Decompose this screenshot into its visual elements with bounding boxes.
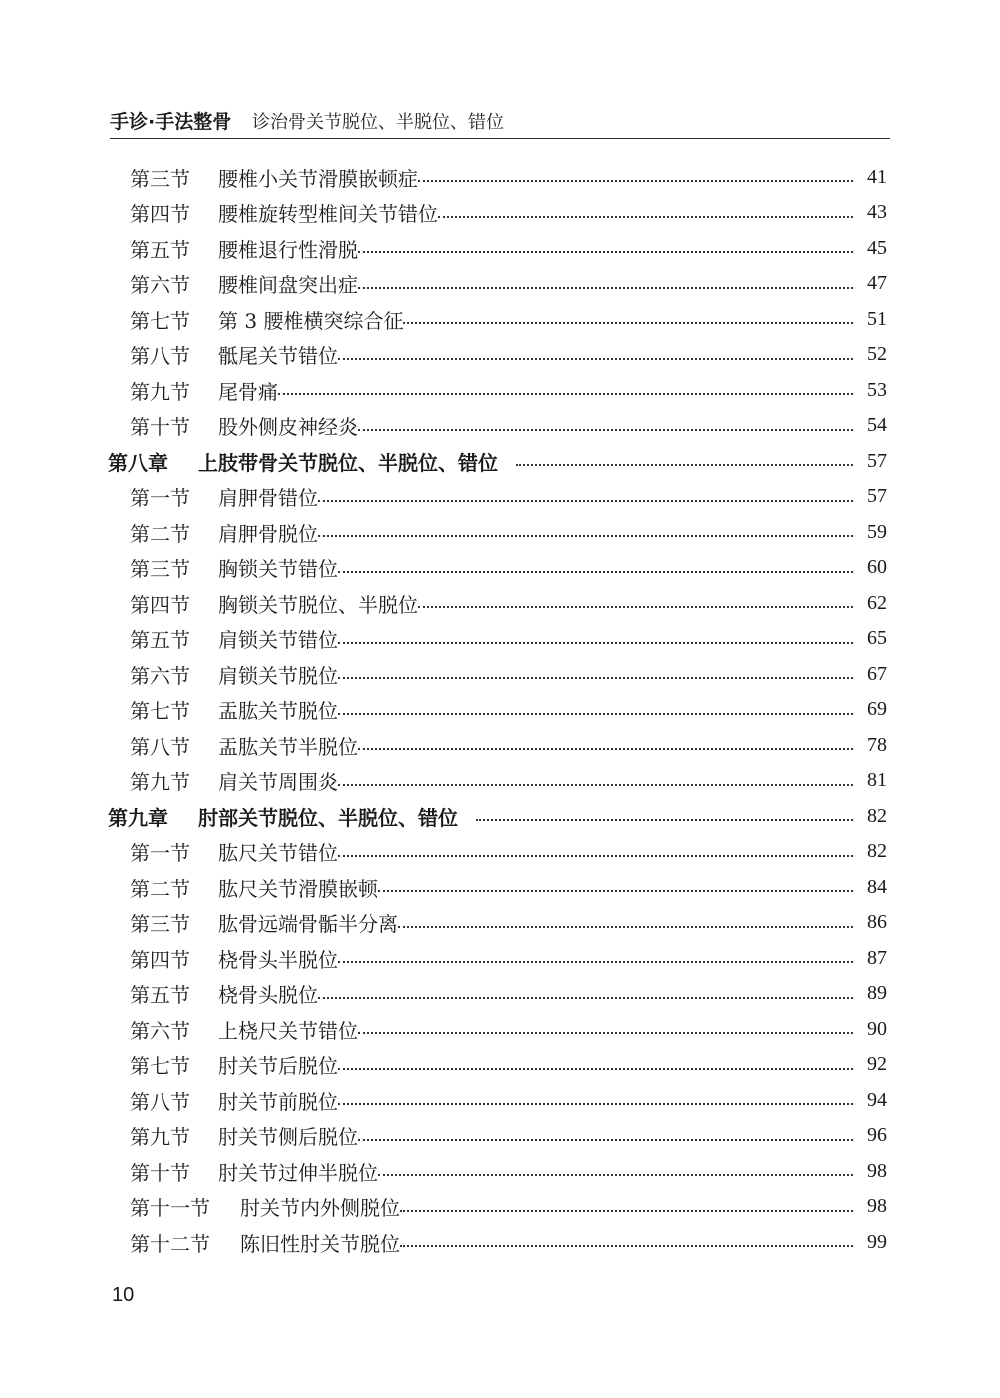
toc-section-row [130,1190,887,1224]
toc-entry-title: 胸锁关节脱位、半脱位 [218,592,418,617]
toc-entry-page: 41 [867,165,887,188]
toc-entry-page: 69 [867,698,887,720]
toc-section-row [130,657,887,691]
toc-entry-number: 第五节 [130,237,190,262]
dot-leader [338,677,853,679]
dot-leader [278,393,853,395]
toc-chapter-row [108,444,887,478]
toc-entry-title: 肘关节后脱位 [218,1054,338,1078]
toc-entry-page: 86 [867,911,887,933]
toc-entry-number: 第六节 [130,663,190,688]
toc-entry-page: 98 [867,1159,887,1182]
toc-entry-title: 肩胛骨脱位 [218,521,318,546]
toc-entry-page: 82 [867,804,887,827]
toc-section-row [130,231,887,265]
toc-entry-number: 第一节 [130,486,190,510]
toc-entry-page: 90 [867,1017,887,1040]
toc-section-row [130,1083,887,1117]
toc-entry-number: 第七节 [130,1054,190,1078]
toc-entry-number: 第六节 [130,273,190,297]
toc-section-row [130,480,887,514]
toc-section-row [130,693,887,727]
toc-section-row [130,941,887,975]
toc-entry-title: 尾骨痛 [218,379,278,404]
toc-section-row [130,196,887,230]
toc-section-row [130,409,887,443]
toc-entry-page: 98 [867,1195,887,1217]
toc-entry-number: 第三节 [130,912,190,936]
toc-entry-title: 盂肱关节半脱位 [218,734,358,759]
dot-leader [338,1103,853,1105]
toc-section-row [130,515,887,549]
toc-entry-title: 桡骨头脱位 [218,983,318,1007]
toc-section-row [130,302,887,336]
toc-entry-title: 肩锁关节脱位 [218,663,338,688]
toc-entry-title: 上桡尺关节错位 [218,1018,358,1043]
dot-leader [338,855,853,857]
toc-entry-page: 92 [867,1053,887,1075]
toc-section-row [130,622,887,656]
toc-entry-title: 盂肱关节脱位 [218,699,338,723]
dot-leader [400,1245,853,1247]
toc-entry-title: 肘关节内外侧脱位 [240,1196,400,1220]
dot-leader [438,216,853,218]
toc-entry-page: 94 [867,1088,887,1111]
dot-leader [398,926,853,928]
toc-entry-number: 第十节 [130,1160,190,1185]
toc-entry-page: 89 [867,982,887,1004]
toc-entry-title: 股外侧皮神经炎 [218,415,358,439]
toc-entry-number: 第十二节 [130,1231,210,1256]
toc-entry-title: 肱尺关节滑膜嵌顿 [218,876,378,901]
header-rule [110,138,890,139]
toc-entry-page: 52 [867,343,887,365]
toc-section-row [130,267,887,301]
dot-leader [358,1139,853,1141]
toc-entry-title: 第 3 腰椎横突综合征 [218,308,404,333]
toc-entry-page: 67 [867,662,887,685]
toc-section-row [130,1154,887,1188]
toc-chapter-row [108,799,887,833]
toc-entry-page: 81 [867,769,887,791]
toc-entry-number: 第六节 [130,1018,190,1043]
dot-leader [378,1174,853,1176]
dot-leader [338,961,853,963]
toc-section-row [130,586,887,620]
toc-entry-number: 第四节 [130,947,190,972]
toc-entry-page: 60 [867,556,887,578]
dot-leader [400,1210,853,1212]
toc-entry-page: 96 [867,1124,887,1146]
toc-entry-title: 肘关节过伸半脱位 [218,1160,378,1185]
toc-section-row [130,1048,887,1082]
toc-section-row [130,764,887,798]
toc-entry-title: 腰椎退行性滑脱 [218,237,358,262]
dot-leader [338,642,853,644]
toc-entry-title: 桡骨头半脱位 [218,947,338,972]
toc-entry-page: 47 [867,272,887,294]
toc-entry-title: 胸锁关节错位 [218,557,338,581]
toc-entry-title: 肩关节周围炎 [218,770,338,794]
toc-entry-title: 肘关节前脱位 [218,1089,338,1114]
toc-entry-title: 肩锁关节错位 [218,628,338,652]
toc-entry-number: 第八节 [130,734,190,759]
toc-entry-page: 51 [867,307,887,330]
toc-entry-page: 43 [867,201,887,223]
toc-section-row [130,977,887,1011]
dot-leader [358,251,853,253]
toc-entry-title: 上肢带骨关节脱位、半脱位、错位 [198,450,498,475]
book-title: 手诊·手法整骨 [110,111,232,133]
toc-entry-page: 45 [867,236,887,259]
toc-entry-number: 第五节 [130,628,190,652]
toc-entry-number: 第七节 [130,308,190,333]
dot-leader [358,429,853,431]
dot-leader [418,180,853,182]
toc-entry-title: 腰椎小关节滑膜嵌顿症 [218,166,418,191]
toc-entry-title: 陈旧性肘关节脱位 [240,1231,400,1256]
toc-entry-title: 肘部关节脱位、半脱位、错位 [198,805,458,830]
toc-entry-title: 肩胛骨错位 [218,486,318,510]
running-header [110,108,890,138]
dot-leader [358,287,853,289]
toc-entry-number: 第十节 [130,415,190,439]
toc-entry-page: 87 [867,946,887,969]
toc-entry-number: 第四节 [130,202,190,226]
toc-entry-number: 第九章 [108,805,168,830]
toc-entry-number: 第三节 [130,166,190,191]
dot-leader [476,819,853,821]
toc-entry-page: 54 [867,414,887,436]
toc-section-row [130,1119,887,1153]
dot-leader [338,571,853,573]
toc-entry-page: 99 [867,1230,887,1253]
toc-section-row [130,373,887,407]
dot-leader [338,358,853,360]
toc-entry-title: 肱骨远端骨骺半分离 [218,912,398,936]
dot-leader [318,500,853,502]
toc-section-row [130,906,887,940]
dot-leader [358,1032,853,1034]
toc-entry-number: 第三节 [130,557,190,581]
dot-leader [516,464,853,466]
toc-section-row [130,870,887,904]
toc-entry-number: 第八节 [130,1089,190,1114]
toc-entry-page: 59 [867,520,887,543]
toc-entry-title: 肱尺关节错位 [218,841,338,865]
toc-entry-page: 84 [867,875,887,898]
dot-leader [358,748,853,750]
page-number: 10 [112,1284,135,1306]
toc-entry-number: 第五节 [130,983,190,1007]
toc-entry-page: 65 [867,627,887,649]
toc-entry-page: 82 [867,840,887,862]
dot-leader [318,997,853,999]
toc-entry-title: 骶尾关节错位 [218,344,338,368]
toc-section-row [130,338,887,372]
toc-entry-page: 57 [867,449,887,472]
toc-section-row [130,728,887,762]
dot-leader [318,535,853,537]
toc-entry-number: 第一节 [130,841,190,865]
book-subtitle: 诊治骨关节脱位、半脱位、错位 [252,112,504,132]
toc-section-row [130,160,887,194]
toc-entry-number: 第二节 [130,876,190,901]
toc-entry-number: 第九节 [130,770,190,794]
toc-entry-number: 第八节 [130,344,190,368]
toc-section-row [130,1225,887,1259]
dot-leader [338,713,853,715]
toc-section-row [130,551,887,585]
toc-entry-page: 57 [867,485,887,507]
toc-entry-title: 腰椎间盘突出症 [218,273,358,297]
toc-entry-page: 62 [867,591,887,614]
toc-entry-number: 第九节 [130,379,190,404]
dot-leader [403,322,853,324]
toc-entry-number: 第七节 [130,699,190,723]
toc-entry-number: 第十一节 [130,1196,210,1220]
toc-entry-title: 肘关节侧后脱位 [218,1125,358,1149]
toc-entry-number: 第八章 [108,450,168,475]
toc-entry-page: 78 [867,733,887,756]
toc-section-row [130,835,887,869]
dot-leader [378,890,853,892]
toc-section-row [130,1012,887,1046]
dot-leader [418,606,853,608]
toc-entry-page: 53 [867,378,887,401]
toc-entry-number: 第四节 [130,592,190,617]
toc-entry-number: 第九节 [130,1125,190,1149]
toc-entry-number: 第二节 [130,521,190,546]
dot-leader [338,784,853,786]
toc-entry-title: 腰椎旋转型椎间关节错位 [218,202,438,226]
dot-leader [338,1068,853,1070]
